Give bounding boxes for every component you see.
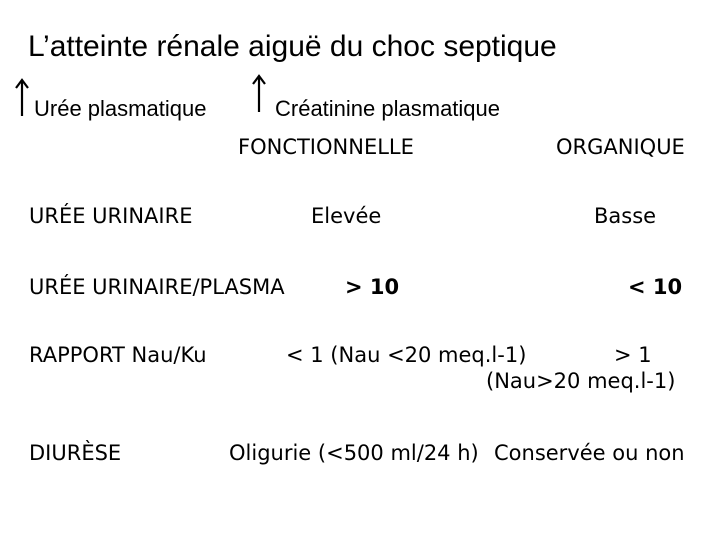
up-arrow-icon [252,74,266,112]
cell-fonctionnelle-uree-urinaire: Elevée [311,204,382,228]
cell-fonctionnelle-rapport-nau-ku: < 1 (Nau <20 meq.l-1) [286,343,527,367]
creatinine-plasmatique-label: Créatinine plasmatique [275,96,501,121]
row-label-uree-urinaire: URÉE URINAIRE [29,204,193,228]
cell-organique-rapport-nau-ku-line1: > 1 [614,343,652,367]
cell-organique-rapport-nau-ku-line2: (Nau>20 meq.l-1) [486,369,676,393]
row-label-uree-urinaire-plasma: URÉE URINAIRE/PLASMA [29,275,285,299]
column-header-fonctionnelle: FONCTIONNELLE [238,135,414,159]
cell-fonctionnelle-uree-urinaire-plasma: > 10 [345,275,400,299]
column-header-organique: ORGANIQUE [556,135,685,159]
row-label-diurese: DIURÈSE [29,441,122,465]
row-label-rapport-nau-ku: RAPPORT Nau/Ku [29,343,207,367]
cell-organique-uree-urinaire: Basse [594,204,657,228]
cell-fonctionnelle-diurese: Oligurie (<500 ml/24 h) [229,441,479,465]
cell-organique-diurese: Conservée ou non [494,441,685,465]
cell-organique-uree-urinaire-plasma: < 10 [628,275,683,299]
uree-plasmatique-label: Urée plasmatique [34,96,207,121]
up-arrow-icon [15,78,29,116]
slide-title: L’atteinte rénale aiguë du choc septique [28,30,557,63]
